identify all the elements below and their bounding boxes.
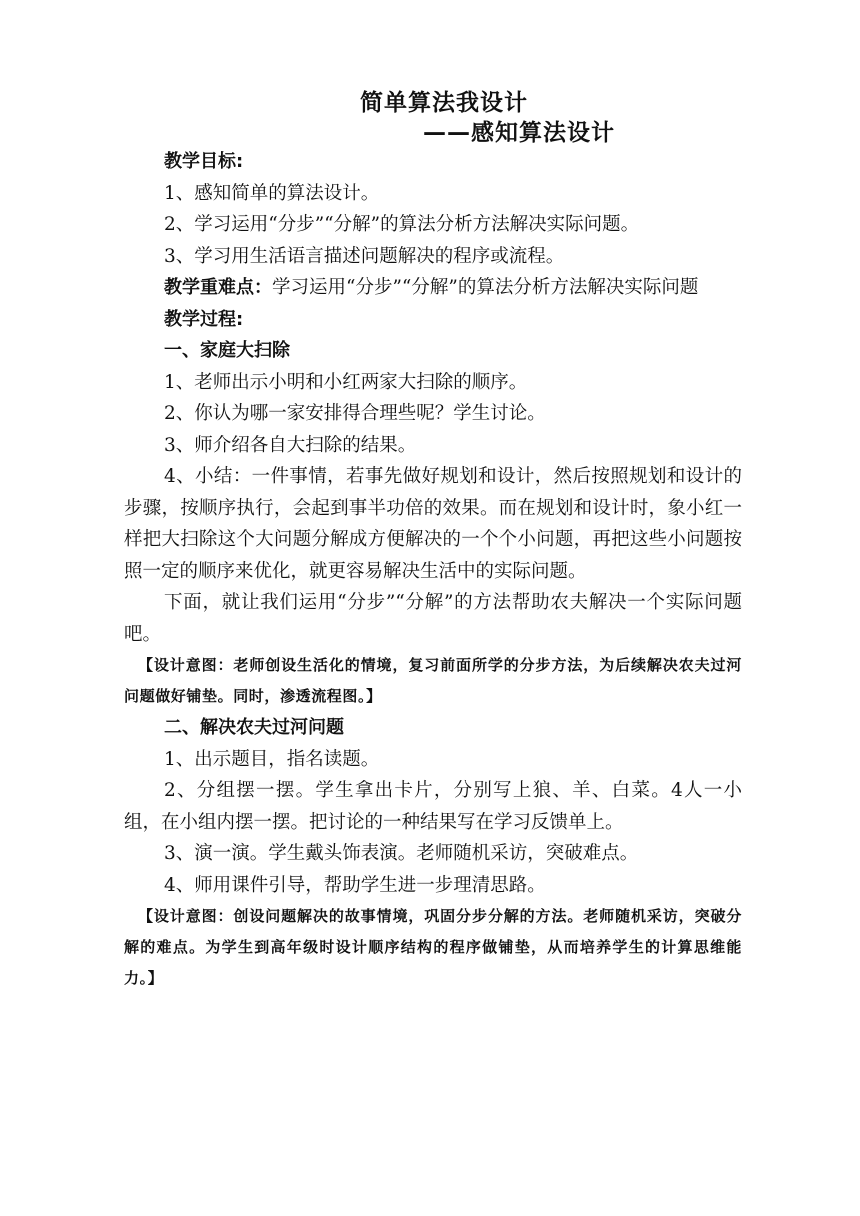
key-points-label: 教学重难点： — [164, 277, 272, 298]
process-heading: 教学过程: — [164, 308, 244, 330]
list-item: 2、分组摆一摆。学生拿出卡片，分别写上狼、羊、白菜。4人一小组，在小组内摆一摆。把讨论的一种结果写在学习反馈单上。 — [124, 780, 742, 833]
document-title: 简单算法我设计 — [360, 90, 528, 116]
key-points-paragraph — [124, 272, 742, 304]
list-item: 3、师介绍各自大扫除的结果。 — [164, 434, 417, 456]
objective-item: 2、学习运用“分步”“分解”的算法分析方法解决实际问题。 — [164, 214, 640, 235]
objectives-heading: 教学目标: — [164, 151, 244, 172]
section-heading: 一、家庭大扫除 — [164, 340, 290, 361]
summary-paragraph: 4、小结：一件事情，若事先做好规划和设计，然后按照规划和设计的步骤，按顺序执行，会起到事半功倍的效果。而在规划和设计时，象小红一样把大扫除这个大问题分解成方便解决的一个个小问题，再把这些小问题按照一定的顺序来优化，就更容易解决生活中的实际问题。 — [124, 466, 742, 582]
list-item: 1、出示题目，指名读题。 — [164, 748, 380, 770]
design-note: 【设计意图：老师创设生活化的情境，复习前面所学的分步方法，为后续解决农夫过河问题做好铺垫。同时，渗透流程图。】 — [124, 656, 742, 705]
document-body — [124, 146, 742, 994]
list-item: 4、师用课件引导，帮助学生进一步理清思路。 — [164, 874, 546, 896]
design-note: 【设计意图：创设问题解决的故事情境，巩固分步分解的方法。老师随机采访，突破分解的难点。为学生到高年级时设计顺序结构的程序做铺垫，从而培养学生的计算思维能力。】 — [124, 907, 742, 987]
transition-paragraph: 下面，就让我们运用“分步”“分解”的方法帮助农夫解决一个实际问题吧。 — [124, 592, 742, 645]
document-subtitle: ——感知算法设计 — [423, 120, 615, 146]
objective-item: 1、感知简单的算法设计。 — [164, 182, 380, 204]
objective-item: 3、学习用生活语言描述问题解决的程序或流程。 — [164, 245, 565, 267]
list-item: 3、演一演。学生戴头饰表演。老师随机采访，突破难点。 — [164, 843, 639, 864]
key-points-text: 学习运用“分步”“分解”的算法分析方法解决实际问题 — [272, 277, 699, 298]
section-heading: 二、解决农夫过河问题 — [164, 717, 344, 738]
list-item: 2、你认为哪一家安排得合理些呢？学生讨论。 — [164, 403, 546, 424]
list-item: 1、老师出示小明和小红两家大扫除的顺序。 — [164, 371, 528, 393]
